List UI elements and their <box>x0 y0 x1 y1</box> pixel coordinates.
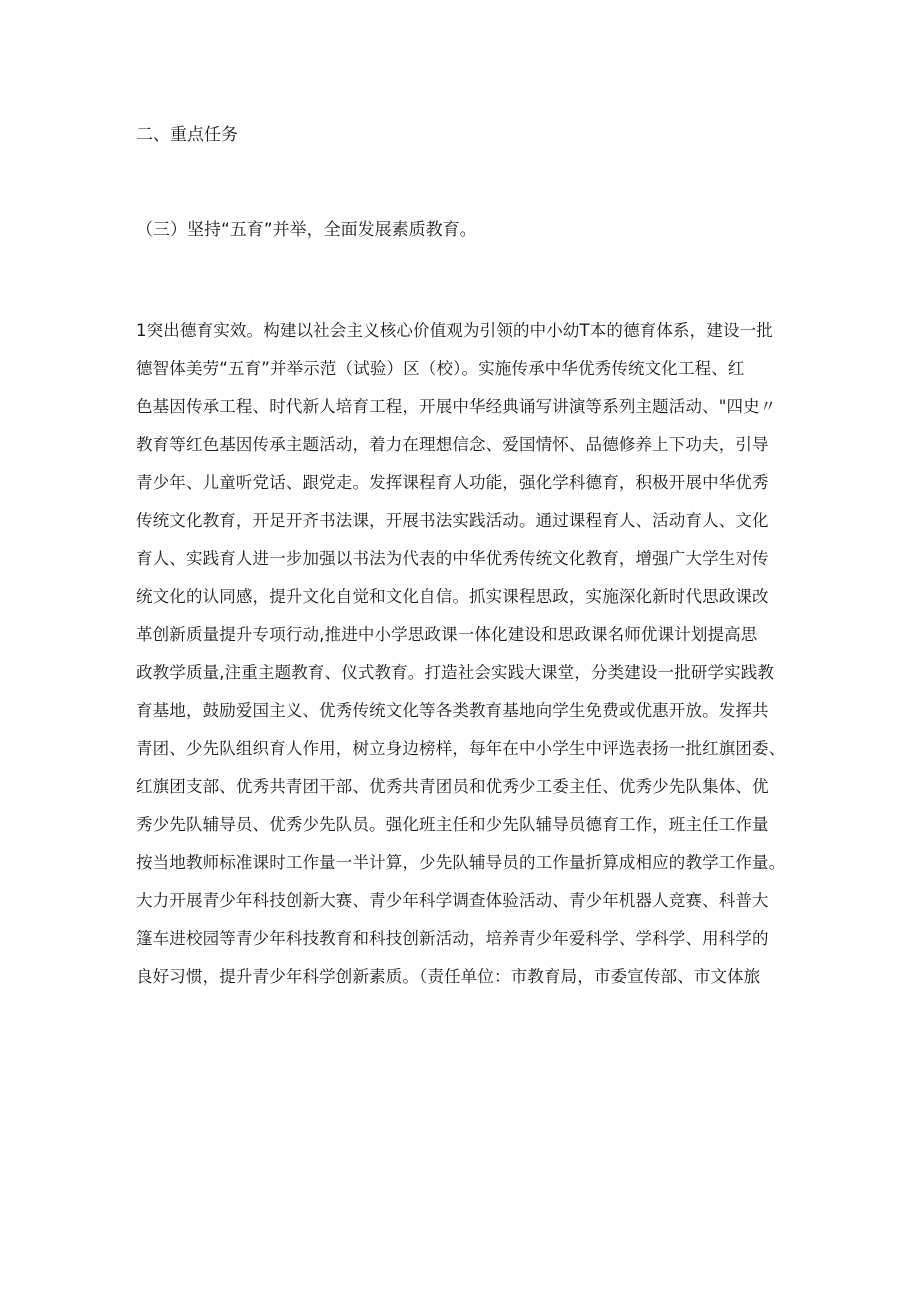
subsection-heading: （三）坚持“五育”并举，全面发展素质教育。 <box>136 220 477 240</box>
paragraph-line: 按当地教师标准课时工作量一半计算，少先队辅导员的工作量折算成相应的教学工作量。 <box>136 853 786 872</box>
paragraph-line: 1突出德育实效。构建以社会主义核心价值观为引领的中小幼T本的德育体系，建设一批 <box>136 321 773 340</box>
paragraph-line: 色基因传承工程、时代新人培育工程，开展中华经典诵写讲演等系列主题活动、"四史〃 <box>136 397 777 416</box>
paragraph-line: 秀少先队辅导员、优秀少先队员。强化班主任和少先队辅导员德育工作，班主任工作量 <box>136 815 769 834</box>
paragraph-line: 革创新质量提升专项行动,推进中小学思政课一体化建设和思政课名师优课计划提高思 <box>136 625 758 644</box>
paragraph-line: 传统文化教育，开足开齐书法课，开展书法实践活动。通过课程育人、活动育人、文化 <box>136 511 769 530</box>
paragraph-line: 青少年、儿童听党话、跟党走。发挥课程育人功能，强化学科德育，积极开展中华优秀 <box>136 473 769 492</box>
paragraph-line: 政教学质量,注重主题教育、仪式教育。打造社会实践大课堂，分类建设一批研学实践教 <box>136 663 775 682</box>
paragraph-line: 育基地，鼓励爱国主义、优秀传统文化等各类教育基地向学生免费或优惠开放。发挥共 <box>136 701 769 720</box>
paragraph-line: 良好习惯，提升青少年科学创新素质。（责任单位：市教育局，市委宣传部、市文体旅 <box>136 967 761 986</box>
paragraph-line: 教育等红色基因传承主题活动，着力在理想信念、爱国情怀、品德修养上下功夫，引导 <box>136 435 769 454</box>
section-heading: 二、重点任务 <box>136 125 238 145</box>
paragraph-line: 育人、实践育人进一步加强以书法为代表的中华优秀传统文化教育，增强广大学生对传 <box>136 549 769 568</box>
paragraph-line: 篷车进校园等青少年科技教育和科技创新活动，培养青少年爱科学、学科学、用科学的 <box>136 929 769 948</box>
body-paragraph <box>136 312 796 996</box>
paragraph-line: 青团、少先队组织育人作用，树立身边榜样，每年在中小学生中评选表扬一批红旗团委、 <box>136 739 786 758</box>
paragraph-line: 统文化的认同感，提升文化自觉和文化自信。抓实课程思政，实施深化新时代思政课改 <box>136 587 769 606</box>
paragraph-line: 红旗团支部、优秀共青团干部、优秀共青团员和优秀少工委主任、优秀少先队集体、优 <box>136 777 769 796</box>
paragraph-line: 大力开展青少年科技创新大赛、青少年科学调查体验活动、青少年机器人竞赛、科普大 <box>136 891 769 910</box>
paragraph-line: 德智体美劳“五育”并举示范（试验）区（校）。实施传承中华优秀传统文化工程、红 <box>136 359 745 378</box>
